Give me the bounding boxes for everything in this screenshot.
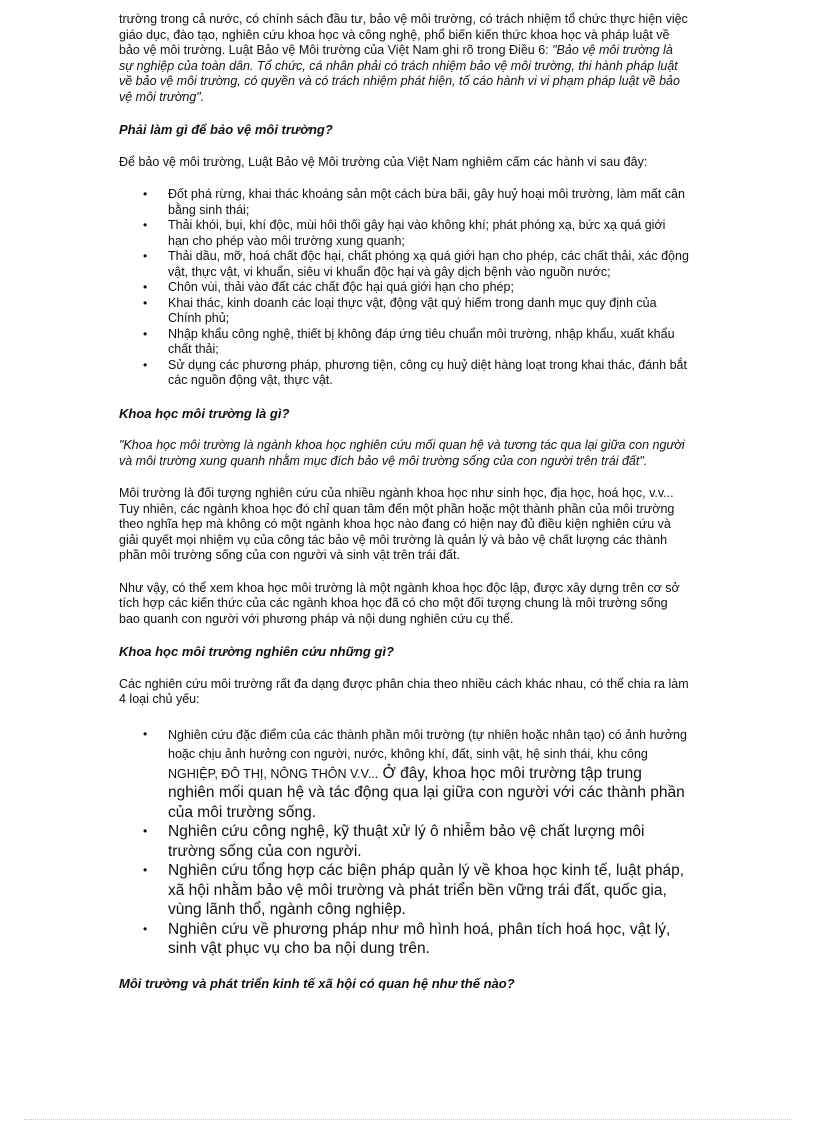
body-paragraph-2: Như vậy, có thể xem khoa học môi trường là một ngành khoa học độc lập, được xây dựng trên cơ sở tích hợp các kiến thức của các ngành khoa học đã có cho một đối tượng chung là môi trường sống bao quanh con người với phương pháp và nội dung nghiên cứu cụ thể. [119, 580, 680, 626]
section-heading-development: Môi trường và phát triển kinh tế xã hội có quan hệ như thế nào? [119, 975, 515, 991]
bullet-icon: • [143, 187, 148, 201]
prohibited-acts-list [119, 187, 689, 389]
page-bottom-divider [24, 1119, 792, 1120]
list-item: • Thải dầu, mỡ, hoá chất độc hại, chất phóng xạ quá giới hạn cho phép, các chất thải, xác động vật, thực vật, vi khuẩn, siêu vi khuẩn độc hại và gây dịch bệnh vào nguồn nước; [143, 249, 689, 279]
list-item: • Nghiên cứu đặc điểm của các thành phần môi trường (tự nhiên hoặc nhân tạo) có ảnh hưởng hoặc chịu ảnh hưởng con người, nước, không khí, đất, sinh vật, hệ sinh thái, khu công NGHIỆP, ĐÔ THỊ, NÔNG THÔN V.V... Ở đây, khoa học môi trường tập trung nghiên mối quan hệ và tác động qua lại giữa con người với các thành phần của môi trường sống. [143, 726, 687, 821]
bullet-icon: • [143, 726, 148, 741]
intro-text: trường trong cả nước, có chính sách đầu tư, bảo vệ môi trường, có trách nhiệm tổ chức thực hiện việc giáo dục, đào tạo, nghiên cứu khoa học và công nghệ, phổ biến kiến thức khoa học và pháp luật về bảo vệ môi trường. Luật Bảo vệ Môi trường của Việt Nam ghi rõ trong Điều 6: [119, 12, 688, 57]
bullet-icon: • [143, 824, 148, 838]
bullet-icon: • [143, 921, 148, 936]
document-page [119, 12, 689, 1008]
research-areas-list [119, 725, 689, 959]
bullet-icon: • [143, 280, 148, 294]
section-heading-what-is: Khoa học môi trường là gì? [119, 405, 290, 421]
intro-paragraph [119, 12, 689, 105]
list-item: • Chôn vùi, thải vào đất các chất độc hại quá giới hạn cho phép; [143, 280, 514, 294]
bullet-icon: • [143, 326, 148, 341]
bullet-icon: • [143, 357, 148, 372]
list-item: • Khai thác, kinh doanh các loại thực vật, động vật quý hiếm trong danh mục quy định của Chính phủ; [143, 295, 657, 325]
body-paragraph-1: Môi trường là đối tượng nghiên cứu của nhiều ngành khoa học như sinh học, địa học, hoá học, v.v... Tuy nhiên, các ngành khoa học đó chỉ quan tâm đến một phần hoặc một thành phần của môi trường theo nghĩa hẹp mà không có một ngành khoa học nào đang có hiện nay đủ điều kiện nghiên cứu và giải quyết mọi nhiệm vụ của công tác bảo vệ môi trường là quản lý và bảo vệ chất lượng các thành phần môi trường sống của con người và sinh vật trên trái đất. [119, 486, 675, 562]
bullet-icon: • [143, 863, 148, 877]
list-item: • Nghiên cứu công nghệ, kỹ thuật xử lý ô nhiễm bảo vệ chất lượng môi trường sống của con người. [143, 823, 645, 860]
bullet-icon: • [143, 218, 148, 232]
section-lead-protect: Để bảo vệ môi trường, Luật Bảo vệ Môi trường của Việt Nam nghiêm cấm các hành vi sau đây: [119, 154, 648, 169]
law-quote: "Bảo vệ môi trường là sự nghiệp của toàn dân. Tổ chức, cá nhân phải có trách nhiệm bảo vệ môi trường, thi hành pháp luật về bảo vệ môi trường, có quyền và có trách nhiệm phát hiện, tố cáo hành vi vi phạm pháp luật về bảo vệ môi trường". [119, 43, 680, 104]
section-lead-research: Các nghiên cứu môi trường rất đa dạng được phân chia theo nhiều cách khác nhau, có thể chia ra làm 4 loại chủ yếu: [119, 676, 689, 706]
list-item: • Sử dụng các phương pháp, phương tiện, công cụ huỷ diệt hàng loạt trong khai thác, đánh bắt các nguồn động vật, thực vật. [143, 357, 687, 387]
list-item: • Thải khói, bụi, khí độc, mùi hôi thối gây hại vào không khí; phát phóng xạ, bức xạ quá giới hạn cho phép vào môi trường xung quanh; [143, 218, 666, 248]
bullet-icon: • [143, 249, 148, 263]
list-item: • Đốt phá rừng, khai thác khoáng sản một cách bừa bãi, gây huỷ hoại môi trường, làm mất cân bằng sinh thái; [143, 187, 685, 217]
list-item: • Nghiên cứu về phương pháp như mô hình hoá, phân tích hoá học, vật lý, sinh vật phục vụ cho ba nội dung trên. [143, 920, 671, 957]
section-heading-research: Khoa học môi trường nghiên cứu những gì? [119, 644, 394, 659]
definition-quote: "Khoa học môi trường là ngành khoa học nghiên cứu mối quan hệ và tương tác qua lại giữa con người và môi trường xung quanh nhằm mục đích bảo vệ môi trường sống của con người trên trái đất". [119, 438, 685, 468]
bullet-icon: • [143, 295, 148, 310]
list-item: • Nhập khẩu công nghệ, thiết bị không đáp ứng tiêu chuẩn môi trường, nhập khẩu, xuất khẩu chất thải; [143, 326, 675, 356]
list-item: • Nghiên cứu tổng hợp các biện pháp quản lý về khoa học kinh tế, luật pháp, xã hội nhằm bảo vệ môi trường và phát triển bền vững trái đất, quốc gia, vùng lãnh thổ, ngành công nghiệp. [143, 862, 685, 918]
section-heading-protect: Phải làm gì để bảo vệ môi trường? [119, 122, 333, 137]
